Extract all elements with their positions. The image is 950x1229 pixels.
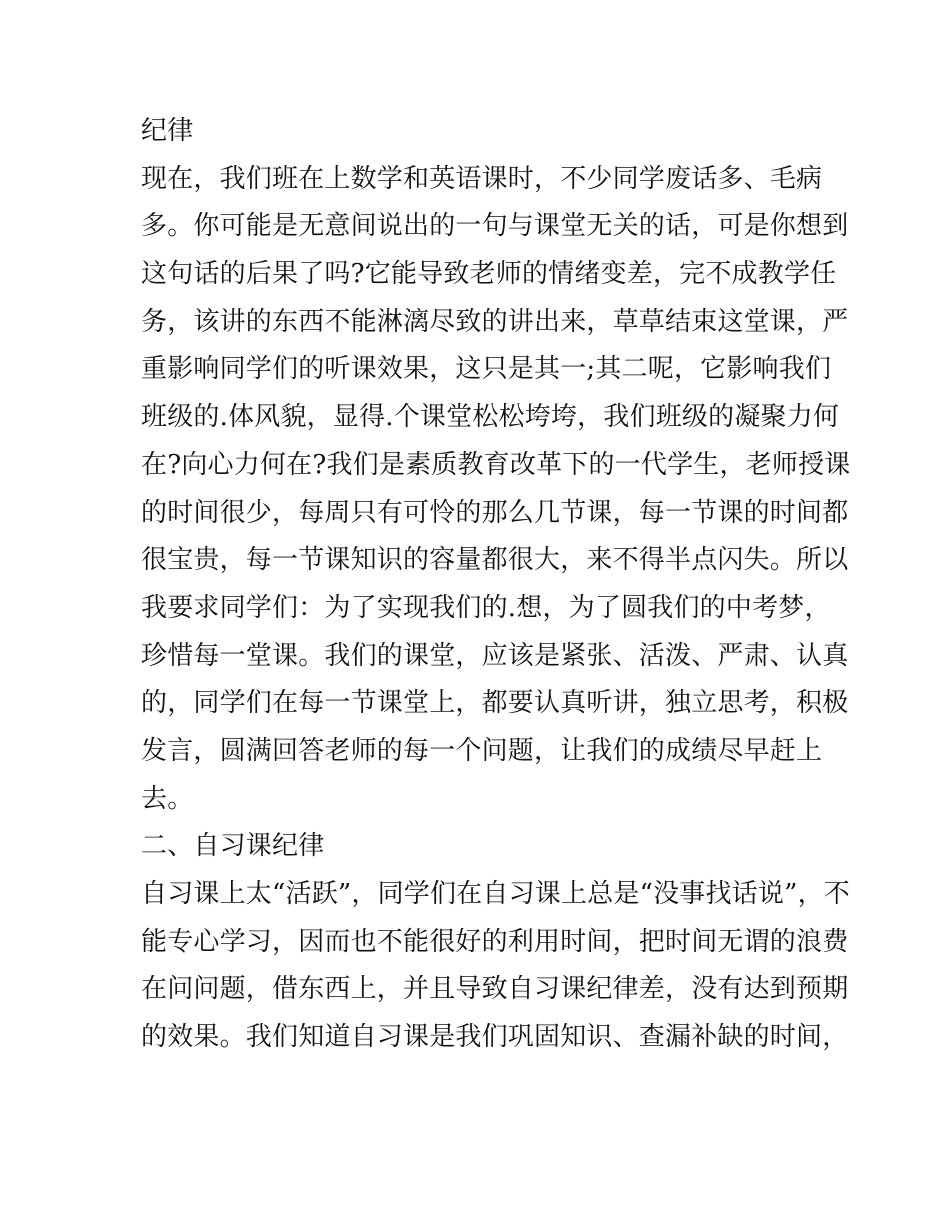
section-heading: 二、自习课纪律 bbox=[141, 831, 325, 862]
text-line: 务，该讲的东西不能淋漓尽致的讲出来，草草结束这堂课，严 bbox=[141, 306, 849, 337]
text-line: 重影响同学们的听课效果，这只是其一;其二呢，它影响我们 bbox=[141, 354, 832, 385]
text-line: 发言，圆满回答老师的每一个问题，让我们的成绩尽早赶上 bbox=[141, 735, 823, 766]
text-line: 这句话的后果了吗?它能导致老师的情绪变差，完不成教学任 bbox=[141, 259, 837, 290]
text-line: 珍惜每一堂课。我们的课堂，应该是紧张、活泼、严肃、认真 bbox=[141, 640, 849, 671]
text-line: 班级的.体风貌，显得.个课堂松松垮垮，我们班级的凝聚力何 bbox=[141, 402, 840, 433]
text-line: 的时间很少，每周只有可怜的那么几节课，每一节课的时间都 bbox=[141, 497, 849, 528]
text-line: 去。 bbox=[141, 783, 194, 814]
text-line: 在问问题，借东西上，并且导致自习课纪律差，没有达到预期 bbox=[141, 974, 849, 1005]
text-line: 我要求同学们：为了实现我们的.想，为了圆我们的中考梦， bbox=[141, 592, 831, 623]
text-line: 纪律 bbox=[141, 116, 194, 146]
text-line: 多。你可能是无意间说出的一句与课堂无关的话，可是你想到 bbox=[141, 211, 849, 242]
text-line: 能专心学习，因而也不能很好的利用时间，把时间无谓的浪费 bbox=[141, 926, 849, 957]
text-line: 的效果。我们知道自习课是我们巩固知识、查漏补缺的时间， bbox=[141, 1022, 849, 1053]
text-line: 的，同学们在每一节课堂上，都要认真听讲，独立思考，积极 bbox=[141, 688, 849, 719]
text-line: 现在，我们班在上数学和英语课时，不少同学废话多、毛病 bbox=[141, 163, 823, 194]
text-line: 自习课上太“活跃”，同学们在自习课上总是“没事找话说”，不 bbox=[141, 879, 850, 909]
text-line: 在?向心力何在?我们是素质教育改革下的一代学生，老师授课 bbox=[141, 449, 851, 480]
text-line: 很宝贵，每一节课知识的容量都很大，来不得半点闪失。所以 bbox=[141, 545, 849, 576]
document-body bbox=[141, 108, 851, 1062]
